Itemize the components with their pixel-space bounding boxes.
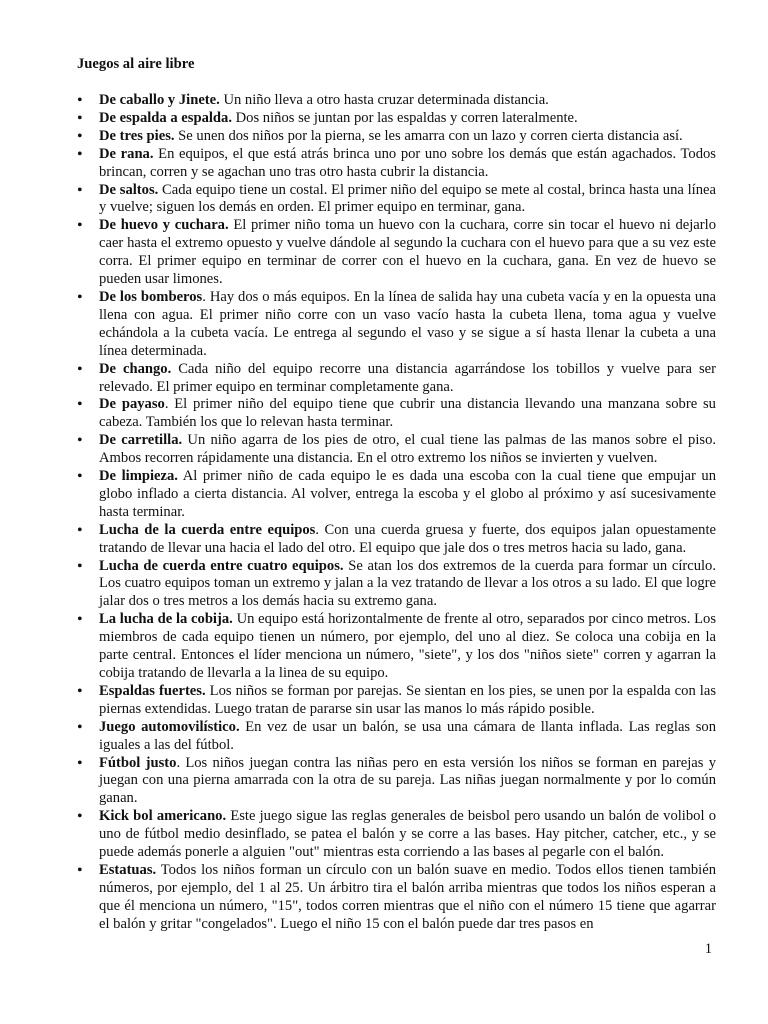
list-item	[77, 289, 716, 361]
game-description: Se unen dos niños por la pierna, se les amarra con un lazo y corren cierta distancia así.	[174, 127, 683, 144]
game-name: De payaso	[99, 396, 165, 413]
game-description: Al primer niño de cada equipo le es dada una escoba con la cual tiene que empujar un globo inflado a cierta distancia. Al volver, entrega la escoba y el globo al próximo y así sucesivamente hasta terminar.	[99, 468, 716, 520]
list-item	[77, 755, 716, 809]
game-description: Un niño agarra de los pies de otro, el cual tiene las palmas de las manos sobre el piso. Ambos recorren rápidamente una distancia. En el otro extremo los niños se invierten y vuelven.	[99, 432, 717, 467]
list-item	[77, 558, 716, 612]
game-description: Cada equipo tiene un costal. El primer niño del equipo se mete al costal, brinca hasta una línea y vuelve; siguen los demás en orden. El primer equipo en terminar, gana.	[99, 181, 716, 216]
game-name: Juego automovilístico.	[99, 718, 240, 735]
game-name: De tres pies.	[99, 127, 175, 144]
game-name: De carretilla.	[99, 432, 183, 449]
game-description: . Con una cuerda gruesa y fuerte, dos equipos jalan opuestamente tratando de llevar una hacia el lado del otro. El equipo que jale dos o tres metros hacia su lado, gana.	[99, 521, 716, 556]
list-item	[77, 146, 716, 182]
list-item	[77, 522, 716, 558]
list-item	[77, 862, 716, 934]
list-item	[77, 128, 716, 146]
list-item	[77, 92, 716, 110]
game-description: Cada niño del equipo recorre una distancia agarrándose los tobillos y vuelve para ser relevado. El primer equipo en terminar completamente gana.	[99, 360, 716, 395]
game-description: Los niños se forman por parejas. Se sientan en los pies, se unen por la espalda con las piernas extendidas. Luego tratan de pararse sin usar las manos lo más rápido posible.	[99, 682, 716, 717]
game-name: De huevo y cuchara.	[99, 217, 229, 234]
game-description: . Hay dos o más equipos. En la línea de salida hay una cubeta vacía y en la opuesta una llena con agua. El primer niño corre con un vaso vacío hasta la cubeta llena, toma agua y vuelve echándola a la cubeta vacía. Le entrega al segundo el vaso y se sigue a sí hasta llenar la cubeta a una línea determinada.	[99, 288, 716, 359]
list-item	[77, 683, 716, 719]
game-name: Lucha de la cuerda entre equipos	[99, 521, 316, 538]
game-description: . Los niños juegan contra las niñas pero en esta versión los niños se forman en parejas y juegan con una pierna amarrada con la otra de su pareja. Las niñas juegan normalmente y por lo común ganan.	[99, 754, 716, 807]
game-name: De chango.	[99, 360, 172, 377]
page-number: 1	[704, 941, 712, 957]
game-description: En vez de usar un balón, se usa una cámara de llanta inflada. Las reglas son iguales a las del fútbol.	[99, 718, 716, 753]
game-description: Un niño lleva a otro hasta cruzar determinada distancia.	[219, 92, 549, 108]
game-name: De limpieza.	[99, 468, 178, 485]
document-title: Juegos al aire libre	[77, 56, 195, 72]
list-item	[77, 719, 716, 755]
list-item	[77, 110, 716, 128]
list-item	[77, 361, 716, 397]
list-item	[77, 808, 716, 862]
games-list	[77, 92, 716, 934]
game-name: Fútbol justo	[99, 754, 177, 771]
game-description: Todos los niños forman un círculo con un balón suave en medio. Todos ellos tienen también números, por ejemplo, del 1 al 25. Un árbitro tira el balón arriba mientras que todos los niños esperan a que él menciona un número, "15", todos corren mientras que el niño con el número 15 tiene que agarrar el balón y gritar "congelados". Luego el niño 15 con el balón puede dar tres pasos en	[99, 861, 716, 932]
list-item	[77, 396, 716, 432]
game-name: Estatuas.	[99, 861, 157, 878]
game-name: De espalda a espalda.	[99, 109, 232, 126]
game-name: De rana.	[99, 145, 154, 162]
game-name: De caballo y Jinete.	[99, 92, 220, 108]
list-item	[77, 611, 716, 683]
game-description: Un equipo está horizontalmente de frente al otro, separados por cinco metros. Los miembros de cada equipo tienen un número, por ejemplo, del uno al diez. Se coloca una cobija en la parte central. Entonces el líder menciona un número, "siete", y los dos "niños siete" corren y agarran la cobija tratando de llevarla a la linea de su equipo.	[99, 611, 717, 681]
game-name: De saltos.	[99, 181, 159, 198]
game-description: Este juego sigue las reglas generales de beisbol pero usando un balón de volibol o uno de fútbol medio desinflado, se patea el balón y se corre a las bases. Hay pitcher, catcher, etc., y se puede además ponerle a alguien "out" mientras esta corriendo a las bases al pegarle con el balón.	[99, 808, 716, 861]
list-item	[77, 182, 716, 218]
game-description: En equipos, el que está atrás brinca uno por uno sobre los demás que están agachados. Todos brincan, corren y se agachan uno tras otro hasta cubrir la distancia.	[99, 145, 716, 180]
list-item	[77, 217, 716, 289]
game-name: Lucha de cuerda entre cuatro equipos.	[99, 557, 344, 574]
game-name: De los bomberos	[99, 288, 203, 305]
game-name: Kick bol americano.	[99, 808, 227, 825]
list-item	[77, 432, 716, 468]
game-description: Dos niños se juntan por las espaldas y corren lateralmente.	[231, 109, 578, 126]
game-description: . El primer niño del equipo tiene que cubrir una distancia llevando una manzana sobre su cabeza. También los que lo relevan hasta terminar.	[99, 396, 716, 431]
list-item	[77, 468, 716, 522]
game-name: Espaldas fuertes.	[99, 682, 206, 699]
game-description: El primer niño toma un huevo con la cuchara, corre sin tocar el huevo ni dejarlo caer hasta el extremo opuesto y vuelve dándole al segundo la cuchara con el huevo para que a su vez este corra. El primer equipo en terminar de correr con el huevo en la cuchara, gana. En vez de huevo se pueden usar limones.	[99, 217, 716, 288]
game-name: La lucha de la cobija.	[99, 611, 233, 628]
game-description: Se atan los dos extremos de la cuerda para formar un círculo. Los cuatro equipos toman un extremo y jalan a la vez tratando de llevar a los otros a su lado. El que logre jalar dos o tres metros a los demás hacia su extremo gana.	[99, 557, 717, 610]
